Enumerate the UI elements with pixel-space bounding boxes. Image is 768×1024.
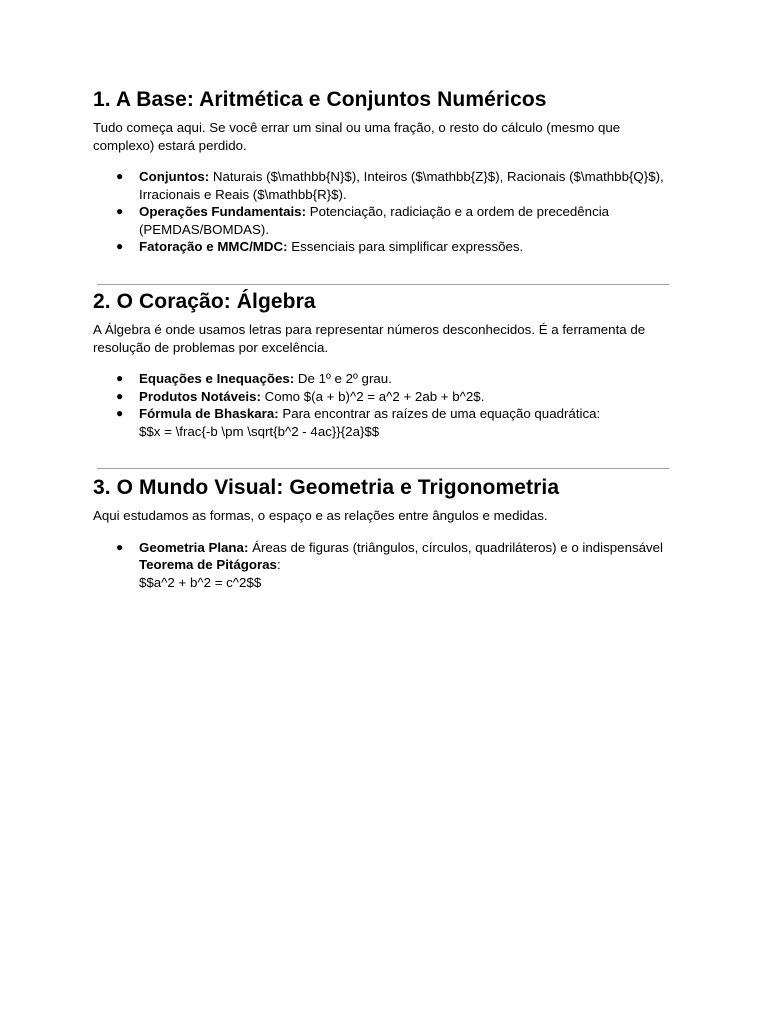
bullet-list xyxy=(93,168,673,256)
item-text: Áreas de figuras (triângulos, círculos, quadriláteros) e o indispensável xyxy=(248,539,664,555)
bullet-icon: ● xyxy=(116,406,124,420)
list-item xyxy=(93,539,673,592)
item-text: Naturais ($\mathbb{N}$), Inteiros ($\mathbb{Z}$), Racionais ($\mathbb{Q}$), Irracionais e Reais ($\mathbb{R}$). xyxy=(139,169,664,202)
bullet-list xyxy=(93,370,673,440)
item-text-suffix: : xyxy=(276,557,281,572)
item-term: Geometria Plana: xyxy=(139,539,249,555)
list-item xyxy=(93,203,673,238)
list-item xyxy=(93,168,673,203)
item-term: Produtos Notáveis: xyxy=(139,388,261,404)
section-heading: 3. O Mundo Visual: Geometria e Trigonometria xyxy=(93,476,560,499)
section-heading: 2. O Coração: Álgebra xyxy=(93,290,316,313)
item-term-inline: Teorema de Pitágoras xyxy=(139,557,277,572)
section-algebra xyxy=(93,289,673,440)
section-intro: Tudo começa aqui. Se você errar um sinal ou uma fração, o resto do cálculo (mesmo que complexo) estará perdido. xyxy=(93,120,621,153)
item-text: Potenciação, radiciação e a ordem de precedência (PEMDAS/BOMDAS). xyxy=(139,204,610,237)
bullet-icon: ● xyxy=(116,539,124,554)
list-item xyxy=(93,238,673,256)
section-heading: 1. A Base: Aritmética e Conjuntos Numéricos xyxy=(93,88,547,111)
section-divider xyxy=(97,468,669,469)
item-text: Para encontrar as raízes de uma equação quadrática: xyxy=(278,406,601,421)
formula-text: $$a^2 + b^2 = c^2$$ xyxy=(139,574,262,590)
list-item xyxy=(93,388,673,406)
section-intro: A Álgebra é onde usamos letras para representar números desconhecidos. É a ferramenta de resolução de problemas por excelência. xyxy=(93,322,646,355)
bullet-icon: ● xyxy=(116,371,124,385)
bullet-icon: ● xyxy=(116,169,124,183)
item-text: De 1º e 2º grau. xyxy=(294,371,392,386)
section-divider xyxy=(97,284,669,285)
item-term: Equações e Inequações: xyxy=(139,371,295,386)
item-text: Como $(a + b)^2 = a^2 + 2ab + b^2$. xyxy=(260,388,485,404)
formula-text: $$x = \frac{-b \pm \sqrt{b^2 - 4ac}}{2a}$$ xyxy=(139,423,380,439)
bullet-icon: ● xyxy=(116,239,124,253)
list-item xyxy=(93,370,673,388)
bullet-icon: ● xyxy=(116,204,124,218)
item-text: Essenciais para simplificar expressões. xyxy=(287,239,524,254)
bullet-list xyxy=(93,539,673,592)
section-geometry xyxy=(93,475,673,591)
item-term: Fatoração e MMC/MDC: xyxy=(139,239,288,254)
item-term: Fórmula de Bhaskara: xyxy=(139,406,279,421)
section-intro: Aqui estudamos as formas, o espaço e as relações entre ângulos e medidas. xyxy=(93,508,548,523)
bullet-icon: ● xyxy=(116,388,124,403)
item-term: Conjuntos: xyxy=(139,169,210,184)
section-arithmetic xyxy=(93,87,673,256)
item-term: Operações Fundamentais: xyxy=(139,204,306,219)
list-item xyxy=(93,405,673,440)
